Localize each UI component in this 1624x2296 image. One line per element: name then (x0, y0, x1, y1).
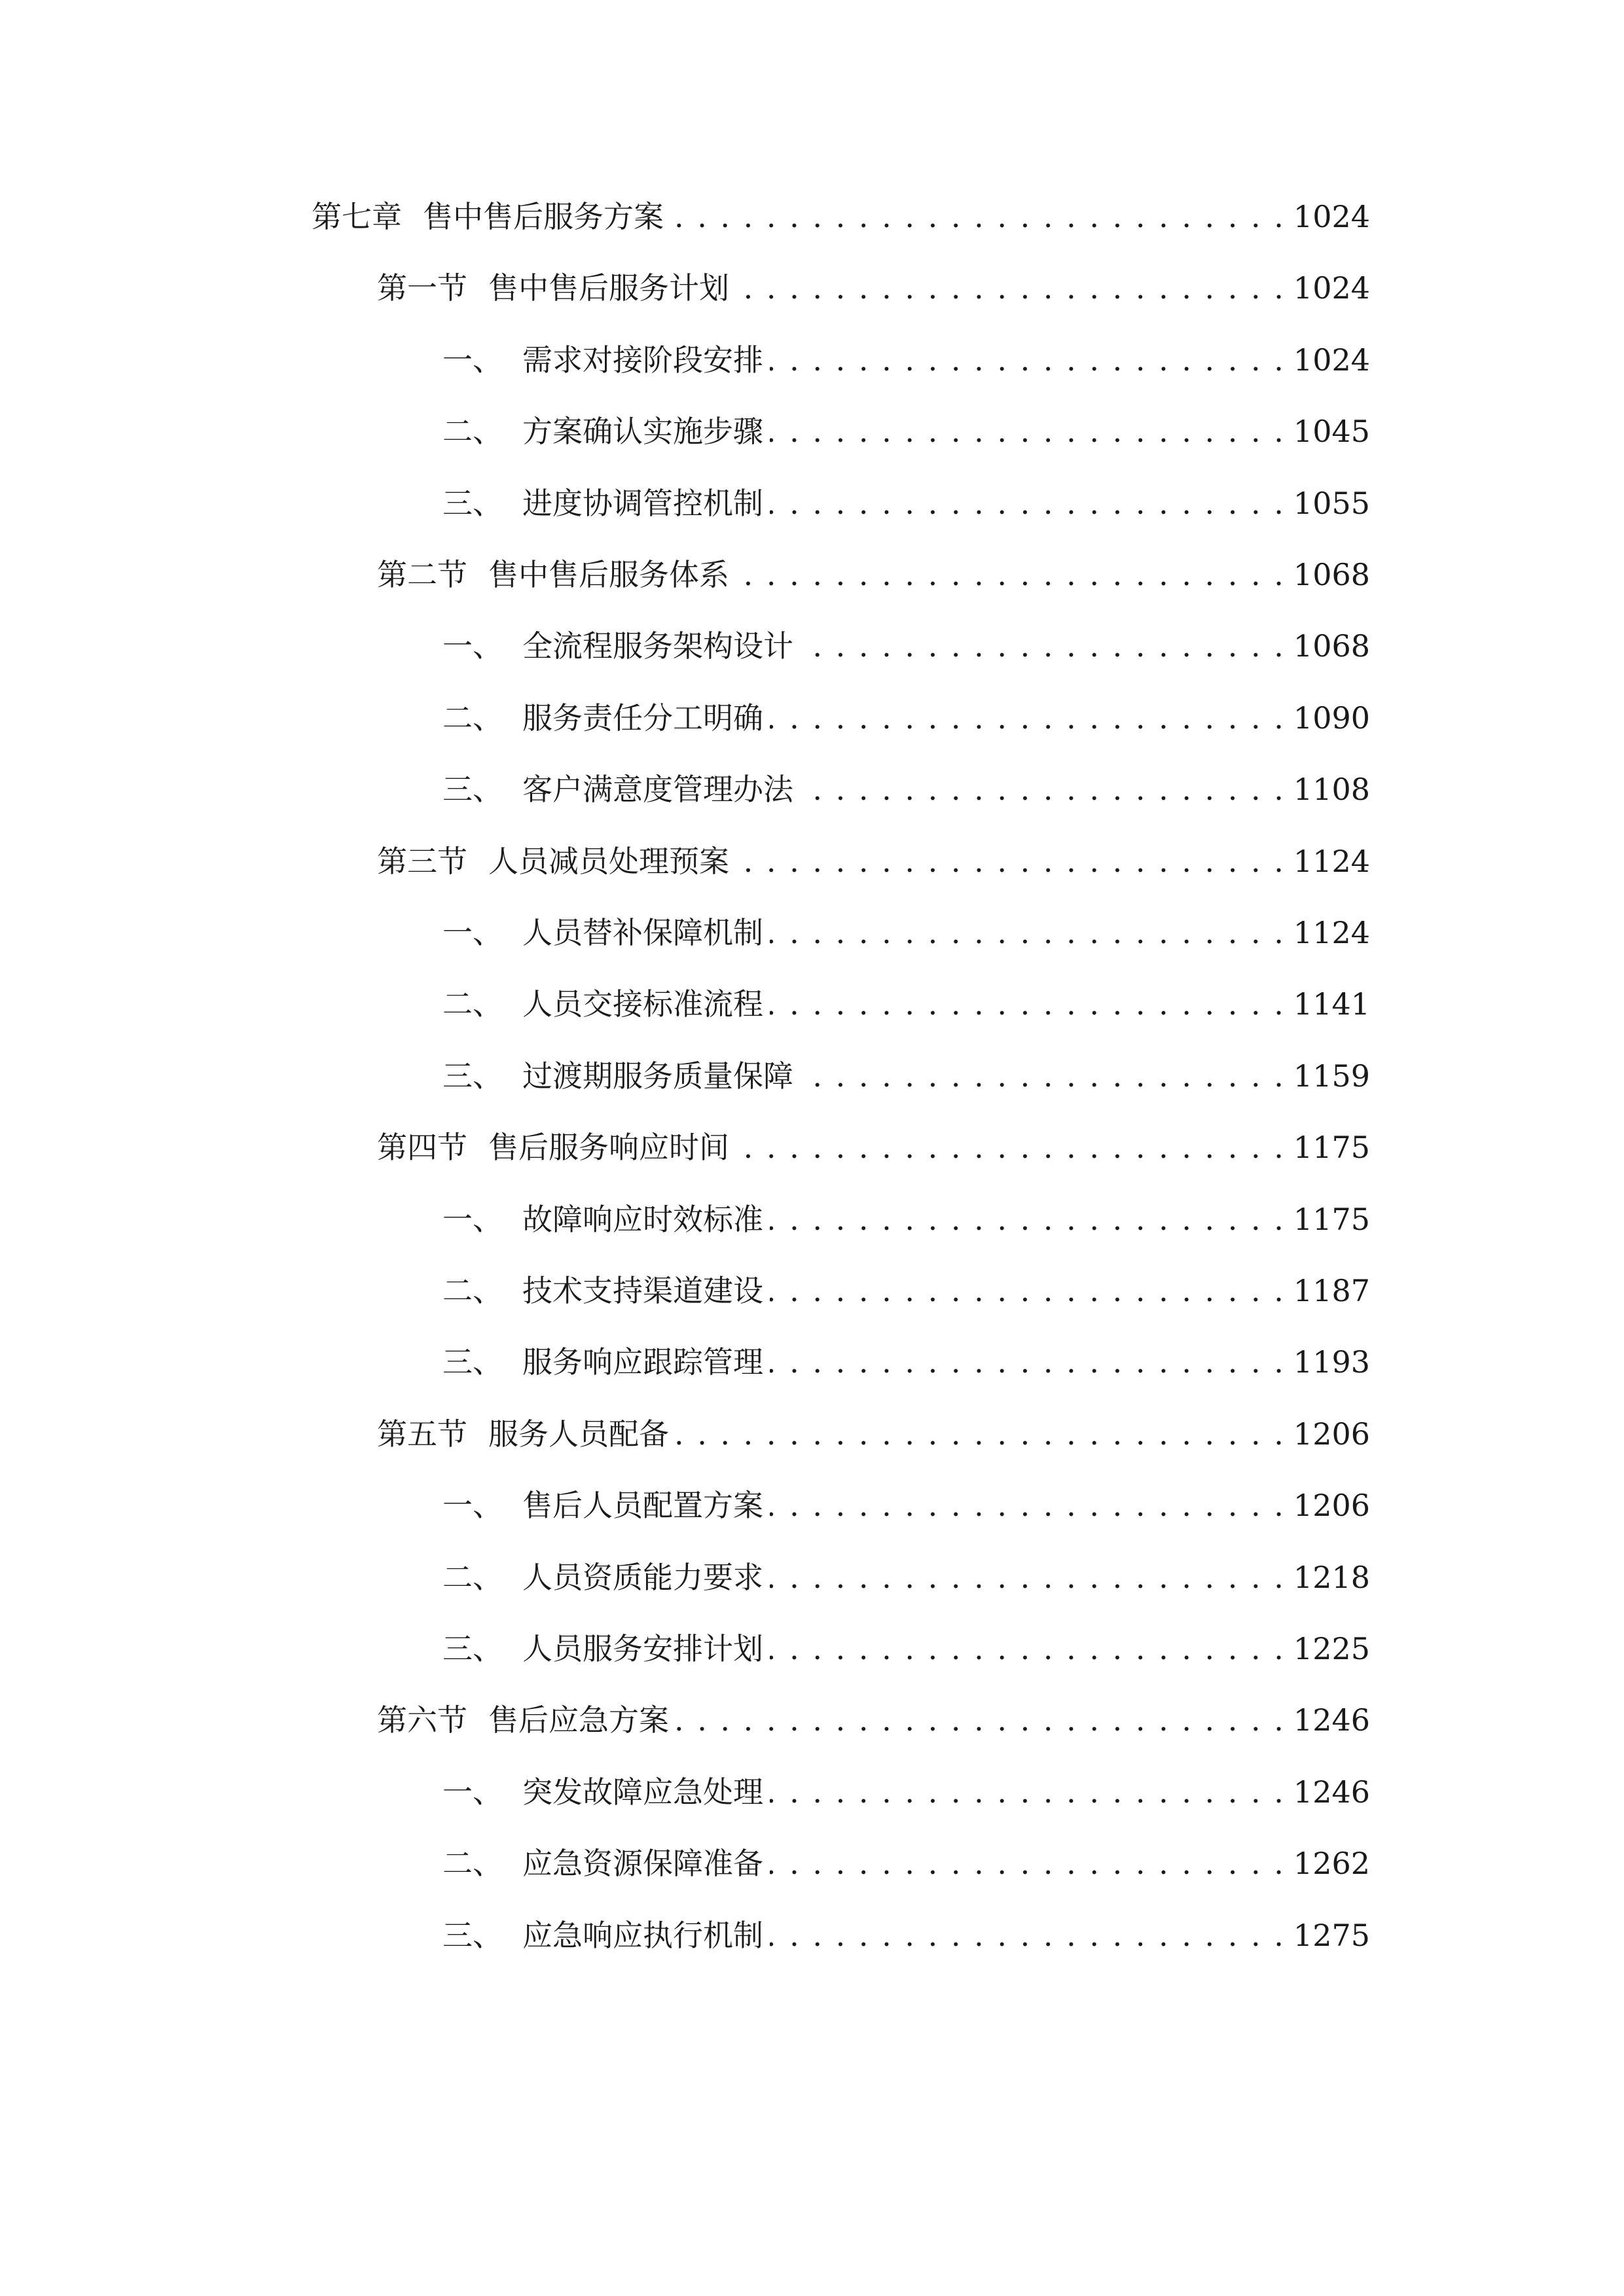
dot-leader (770, 1265, 1286, 1317)
entry-number: 第一节 (377, 270, 467, 306)
toc-entry[interactable] (377, 1121, 1370, 1174)
dot-leader (800, 763, 1286, 816)
dot-leader (770, 1766, 1286, 1818)
page-number: 1045 (1293, 414, 1370, 449)
toc-entry[interactable] (442, 334, 1370, 386)
page-number: 1246 (1293, 1702, 1370, 1738)
entry-number: 三、 (442, 1918, 503, 1953)
entry-number: 第六节 (377, 1702, 467, 1738)
dot-leader (736, 835, 1286, 888)
entry-number: 三、 (442, 486, 503, 521)
entry-number: 二、 (442, 1273, 503, 1308)
page-number: 1124 (1293, 844, 1370, 879)
page-number: 1206 (1293, 1488, 1370, 1523)
toc-entry[interactable] (377, 835, 1370, 888)
dot-leader (736, 1121, 1286, 1174)
entry-number: 二、 (442, 414, 503, 449)
entry-title: 售后应急方案 (488, 1702, 669, 1738)
toc-entry[interactable] (442, 906, 1370, 959)
entry-number: 第五节 (377, 1416, 467, 1452)
entry-title: 服务人员配备 (488, 1416, 669, 1452)
entry-number: 第七章 (312, 199, 402, 234)
entry-title: 技术支持渠道建设 (522, 1273, 763, 1308)
entry-title: 售后服务响应时间 (488, 1130, 729, 1165)
toc-entry[interactable] (442, 1193, 1370, 1246)
dot-leader (676, 1408, 1286, 1460)
entry-number: 一、 (442, 1488, 503, 1523)
dot-leader (800, 620, 1286, 672)
toc-entry[interactable] (442, 763, 1370, 816)
toc-entry[interactable] (442, 1766, 1370, 1818)
entry-number: 一、 (442, 1202, 503, 1237)
entry-title: 需求对接阶段安排 (522, 342, 763, 378)
dot-leader (770, 1336, 1286, 1388)
entry-number: 第二节 (377, 557, 467, 592)
entry-number: 三、 (442, 772, 503, 807)
page-number: 1055 (1293, 486, 1370, 521)
toc-entry[interactable] (377, 1408, 1370, 1460)
dot-leader (770, 477, 1286, 529)
dot-leader (770, 1193, 1286, 1246)
page-number: 1024 (1293, 199, 1370, 234)
page-number: 1024 (1293, 270, 1370, 306)
entry-number: 一、 (442, 1774, 503, 1810)
entry-number: 第四节 (377, 1130, 467, 1165)
toc-entry[interactable] (377, 262, 1370, 314)
entry-title: 故障响应时效标准 (522, 1202, 763, 1237)
toc-entry[interactable] (442, 1050, 1370, 1102)
toc-entry[interactable] (442, 692, 1370, 744)
page-number: 1141 (1293, 986, 1370, 1022)
page-number: 1124 (1293, 915, 1370, 950)
entry-title: 售后人员配置方案 (522, 1488, 763, 1523)
entry-number: 二、 (442, 1846, 503, 1881)
dot-leader (770, 1909, 1286, 1962)
dot-leader (770, 405, 1286, 457)
entry-number: 一、 (442, 342, 503, 378)
toc-entry[interactable] (442, 1837, 1370, 1890)
entry-number: 一、 (442, 628, 503, 664)
entry-number: 二、 (442, 986, 503, 1022)
entry-number: 一、 (442, 915, 503, 950)
entry-title: 进度协调管控机制 (522, 486, 763, 521)
toc-entry[interactable] (442, 620, 1370, 672)
page-number: 1090 (1293, 700, 1370, 736)
entry-title: 方案确认实施步骤 (522, 414, 763, 449)
page-number: 1108 (1293, 772, 1370, 807)
toc-entry[interactable] (442, 1909, 1370, 1962)
page-number: 1225 (1293, 1631, 1370, 1666)
toc-entry[interactable] (442, 1265, 1370, 1317)
page-number: 1068 (1293, 628, 1370, 664)
entry-title: 应急响应执行机制 (522, 1918, 763, 1953)
toc-entry[interactable] (442, 1623, 1370, 1675)
entry-title: 服务责任分工明确 (522, 700, 763, 736)
entry-number: 第三节 (377, 844, 467, 879)
entry-title: 人员资质能力要求 (522, 1560, 763, 1595)
toc-entry[interactable] (442, 978, 1370, 1030)
entry-title: 售中售后服务方案 (423, 199, 664, 234)
dot-leader (770, 334, 1286, 386)
toc-entry[interactable] (312, 190, 1370, 243)
toc-entry[interactable] (442, 1479, 1370, 1532)
entry-title: 应急资源保障准备 (522, 1846, 763, 1881)
dot-leader (770, 1623, 1286, 1675)
dot-leader (770, 692, 1286, 744)
entry-title: 全流程服务架构设计 (522, 628, 793, 664)
dot-leader (770, 1479, 1286, 1532)
page-number: 1275 (1293, 1918, 1370, 1953)
dot-leader (770, 978, 1286, 1030)
entry-title: 人员替补保障机制 (522, 915, 763, 950)
dot-leader (676, 1694, 1286, 1746)
entry-number: 三、 (442, 1344, 503, 1380)
entry-title: 人员服务安排计划 (522, 1631, 763, 1666)
dot-leader (800, 1050, 1286, 1102)
entry-number: 三、 (442, 1058, 503, 1094)
page-number: 1068 (1293, 557, 1370, 592)
toc-entry[interactable] (442, 1551, 1370, 1604)
page-number: 1024 (1293, 342, 1370, 378)
dot-leader (736, 262, 1286, 314)
page-number: 1262 (1293, 1846, 1370, 1881)
page-number: 1206 (1293, 1416, 1370, 1452)
page-number: 1193 (1293, 1344, 1370, 1380)
entry-title: 服务响应跟踪管理 (522, 1344, 763, 1380)
entry-number: 二、 (442, 700, 503, 736)
page-number: 1175 (1293, 1202, 1370, 1237)
page-number: 1187 (1293, 1273, 1370, 1308)
toc-entry[interactable] (442, 1336, 1370, 1388)
entry-title: 过渡期服务质量保障 (522, 1058, 793, 1094)
toc-entry[interactable] (377, 1694, 1370, 1746)
page-number: 1246 (1293, 1774, 1370, 1810)
page-number: 1175 (1293, 1130, 1370, 1165)
entry-number: 二、 (442, 1560, 503, 1595)
dot-leader (770, 906, 1286, 959)
dot-leader (736, 548, 1286, 601)
page-number: 1218 (1293, 1560, 1370, 1595)
toc-entry[interactable] (442, 477, 1370, 529)
dot-leader (770, 1837, 1286, 1890)
entry-title: 售中售后服务计划 (488, 270, 729, 306)
entry-title: 客户满意度管理办法 (522, 772, 793, 807)
dot-leader (770, 1551, 1286, 1604)
toc-entry[interactable] (442, 405, 1370, 457)
toc-entry[interactable] (377, 548, 1370, 601)
dot-leader (670, 190, 1286, 243)
entry-title: 人员交接标准流程 (522, 986, 763, 1022)
entry-title: 突发故障应急处理 (522, 1774, 763, 1810)
entry-title: 售中售后服务体系 (488, 557, 729, 592)
entry-title: 人员减员处理预案 (488, 844, 729, 879)
page-number: 1159 (1293, 1058, 1370, 1094)
entry-number: 三、 (442, 1631, 503, 1666)
